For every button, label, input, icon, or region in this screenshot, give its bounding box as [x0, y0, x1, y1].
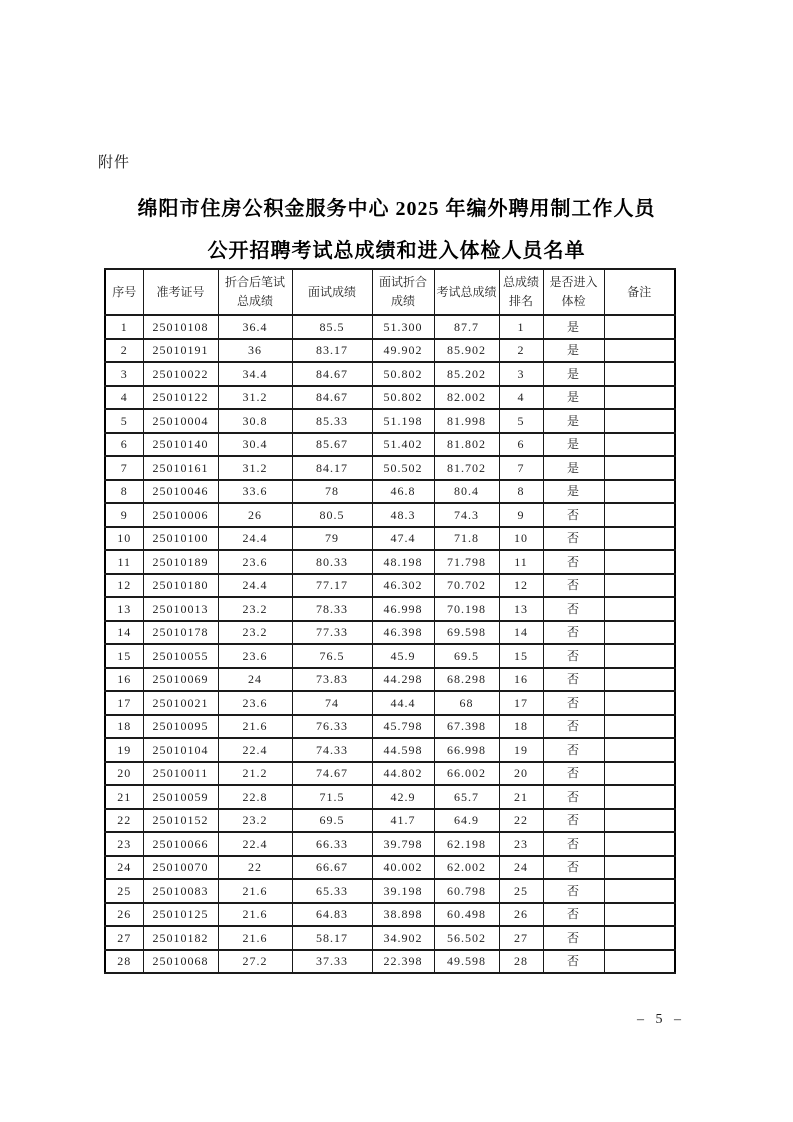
table-cell: 是 [543, 315, 604, 339]
table-cell: 31.2 [218, 386, 292, 410]
table-cell: 否 [543, 926, 604, 950]
table-cell: 85.33 [292, 409, 372, 433]
table-cell: 51.198 [372, 409, 434, 433]
table-cell: 46.398 [372, 621, 434, 645]
table-row [105, 832, 675, 856]
table-cell: 9 [105, 503, 143, 527]
score-table [104, 268, 676, 974]
table-cell: 15 [105, 644, 143, 668]
table-cell: 25010004 [143, 409, 218, 433]
table-cell: 25010100 [143, 527, 218, 551]
table-cell: 否 [543, 644, 604, 668]
table-cell: 23.2 [218, 621, 292, 645]
table-cell: 25010104 [143, 738, 218, 762]
table-cell [604, 644, 675, 668]
table-cell: 85.67 [292, 433, 372, 457]
table-cell: 是 [543, 362, 604, 386]
table-cell: 4 [105, 386, 143, 410]
table-cell: 25010046 [143, 480, 218, 504]
table-cell: 33.6 [218, 480, 292, 504]
table-cell: 25010125 [143, 903, 218, 927]
table-cell: 60.798 [434, 879, 499, 903]
table-row [105, 950, 675, 974]
table-row [105, 456, 675, 480]
table-cell: 73.83 [292, 668, 372, 692]
table-cell: 70.198 [434, 597, 499, 621]
table-cell: 23.2 [218, 809, 292, 833]
table-cell [604, 621, 675, 645]
table-cell: 24.4 [218, 574, 292, 598]
table-cell: 20 [499, 762, 543, 786]
table-cell: 30.4 [218, 433, 292, 457]
table-cell [604, 550, 675, 574]
table-row [105, 409, 675, 433]
table-cell [604, 456, 675, 480]
table-cell: 17 [105, 691, 143, 715]
table-cell: 65.33 [292, 879, 372, 903]
table-cell: 62.198 [434, 832, 499, 856]
table-cell: 16 [499, 668, 543, 692]
table-cell: 76.5 [292, 644, 372, 668]
table-cell: 21 [105, 785, 143, 809]
page-title-line-2: 公开招聘考试总成绩和进入体检人员名单 [207, 240, 586, 262]
table-cell: 50.502 [372, 456, 434, 480]
table-cell: 25010108 [143, 315, 218, 339]
table-cell: 是 [543, 433, 604, 457]
table-row [105, 856, 675, 880]
table-cell: 66.67 [292, 856, 372, 880]
table-cell: 25010178 [143, 621, 218, 645]
table-cell: 23.2 [218, 597, 292, 621]
table-cell [604, 809, 675, 833]
table-row [105, 903, 675, 927]
table-cell: 24 [499, 856, 543, 880]
table-cell: 21.6 [218, 715, 292, 739]
table-cell: 74 [292, 691, 372, 715]
table-cell: 14 [105, 621, 143, 645]
table-cell: 12 [499, 574, 543, 598]
table-cell [604, 926, 675, 950]
table-cell [604, 903, 675, 927]
table-cell: 47.4 [372, 527, 434, 551]
table-row [105, 621, 675, 645]
table-cell [604, 339, 675, 363]
table-cell: 22.398 [372, 950, 434, 974]
table-cell: 是 [543, 480, 604, 504]
table-cell: 18 [105, 715, 143, 739]
table-cell: 8 [105, 480, 143, 504]
table-cell: 否 [543, 691, 604, 715]
table-cell [604, 386, 675, 410]
table-cell: 27 [105, 926, 143, 950]
table-cell: 否 [543, 809, 604, 833]
table-cell: 28 [105, 950, 143, 974]
table-cell: 40.002 [372, 856, 434, 880]
table-cell: 23.6 [218, 550, 292, 574]
table-cell: 69.5 [434, 644, 499, 668]
table-cell: 24 [218, 668, 292, 692]
table-cell: 80.4 [434, 480, 499, 504]
table-cell: 81.702 [434, 456, 499, 480]
table-cell: 24 [105, 856, 143, 880]
table-row [105, 433, 675, 457]
table-cell: 25010095 [143, 715, 218, 739]
table-row [105, 315, 675, 339]
table-cell: 84.67 [292, 362, 372, 386]
table-cell: 6 [105, 433, 143, 457]
table-cell: 50.802 [372, 362, 434, 386]
table-cell [604, 856, 675, 880]
table-cell: 11 [499, 550, 543, 574]
table-cell [604, 738, 675, 762]
table-cell: 85.5 [292, 315, 372, 339]
table-cell: 否 [543, 574, 604, 598]
table-cell: 36.4 [218, 315, 292, 339]
table-cell: 25010055 [143, 644, 218, 668]
table-cell [604, 527, 675, 551]
table-cell: 否 [543, 715, 604, 739]
table-cell [604, 691, 675, 715]
table-cell: 12 [105, 574, 143, 598]
table-cell: 21.2 [218, 762, 292, 786]
table-row [105, 691, 675, 715]
table-cell: 46.8 [372, 480, 434, 504]
table-cell: 5 [499, 409, 543, 433]
table-cell [604, 715, 675, 739]
table-cell: 39.798 [372, 832, 434, 856]
table-cell: 37.33 [292, 950, 372, 974]
table-cell: 22 [499, 809, 543, 833]
table-cell: 30.8 [218, 409, 292, 433]
table-cell: 58.17 [292, 926, 372, 950]
table-cell: 否 [543, 550, 604, 574]
table-cell: 22 [218, 856, 292, 880]
table-row [105, 574, 675, 598]
table-cell: 67.398 [434, 715, 499, 739]
column-header-interview-score: 面试成绩 [292, 269, 372, 315]
table-cell: 18 [499, 715, 543, 739]
table-cell: 21.6 [218, 879, 292, 903]
table-cell: 11 [105, 550, 143, 574]
table-cell: 6 [499, 433, 543, 457]
table-cell [604, 879, 675, 903]
table-cell: 62.002 [434, 856, 499, 880]
table-cell [604, 832, 675, 856]
column-header-interview-converted: 面试折合成绩 [372, 269, 434, 315]
table-cell: 22.4 [218, 832, 292, 856]
table-cell: 78 [292, 480, 372, 504]
table-cell: 25010013 [143, 597, 218, 621]
table-cell: 82.002 [434, 386, 499, 410]
table-cell: 66.33 [292, 832, 372, 856]
column-header-remarks: 备注 [604, 269, 675, 315]
column-header-index: 序号 [105, 269, 143, 315]
table-cell: 31.2 [218, 456, 292, 480]
table-cell: 8 [499, 480, 543, 504]
table-cell: 69.5 [292, 809, 372, 833]
table-cell: 26 [105, 903, 143, 927]
table-cell: 21 [499, 785, 543, 809]
table-cell [604, 362, 675, 386]
table-cell: 25010022 [143, 362, 218, 386]
table-cell: 44.298 [372, 668, 434, 692]
table-cell: 46.998 [372, 597, 434, 621]
table-cell: 71.8 [434, 527, 499, 551]
table-cell: 80.33 [292, 550, 372, 574]
table-cell: 20 [105, 762, 143, 786]
table-cell [604, 950, 675, 974]
table-row [105, 480, 675, 504]
table-cell: 否 [543, 668, 604, 692]
table-cell [604, 597, 675, 621]
table-cell: 10 [499, 527, 543, 551]
table-cell [604, 480, 675, 504]
table-cell: 51.402 [372, 433, 434, 457]
table-cell [604, 785, 675, 809]
table-cell: 45.798 [372, 715, 434, 739]
table-cell: 46.302 [372, 574, 434, 598]
table-cell: 44.4 [372, 691, 434, 715]
table-row [105, 339, 675, 363]
table-cell: 否 [543, 785, 604, 809]
table-cell: 9 [499, 503, 543, 527]
table-cell: 22.4 [218, 738, 292, 762]
page-number: – 5 – [637, 1012, 685, 1027]
table-cell: 25010180 [143, 574, 218, 598]
table-cell: 60.498 [434, 903, 499, 927]
table-cell: 66.002 [434, 762, 499, 786]
table-cell: 23.6 [218, 691, 292, 715]
table-cell: 25010006 [143, 503, 218, 527]
table-cell: 是 [543, 386, 604, 410]
table-cell [604, 433, 675, 457]
table-cell: 15 [499, 644, 543, 668]
table-cell: 24.4 [218, 527, 292, 551]
table-cell: 25010161 [143, 456, 218, 480]
table-cell: 2 [105, 339, 143, 363]
table-cell: 26 [218, 503, 292, 527]
table-cell: 49.902 [372, 339, 434, 363]
table-cell: 77.17 [292, 574, 372, 598]
table-cell: 74.3 [434, 503, 499, 527]
table-cell: 2 [499, 339, 543, 363]
table-row [105, 762, 675, 786]
table-cell: 79 [292, 527, 372, 551]
table-cell: 25010068 [143, 950, 218, 974]
table-row [105, 503, 675, 527]
table-row [105, 785, 675, 809]
table-cell: 38.898 [372, 903, 434, 927]
table-cell: 74.67 [292, 762, 372, 786]
table-cell: 5 [105, 409, 143, 433]
table-cell: 56.502 [434, 926, 499, 950]
table-cell: 4 [499, 386, 543, 410]
table-cell: 25010140 [143, 433, 218, 457]
table-cell: 83.17 [292, 339, 372, 363]
table-cell: 否 [543, 738, 604, 762]
column-header-written-score: 折合后笔试总成绩 [218, 269, 292, 315]
table-cell: 78.33 [292, 597, 372, 621]
table-cell: 否 [543, 856, 604, 880]
table-cell: 36 [218, 339, 292, 363]
table-cell: 是 [543, 339, 604, 363]
table-cell: 否 [543, 879, 604, 903]
table-cell: 否 [543, 621, 604, 645]
table-cell: 25 [499, 879, 543, 903]
column-header-rank: 总成绩排名 [499, 269, 543, 315]
table-row [105, 386, 675, 410]
table-cell [604, 668, 675, 692]
table-row [105, 527, 675, 551]
table-cell: 23 [499, 832, 543, 856]
table-cell: 49.598 [434, 950, 499, 974]
table-cell [604, 409, 675, 433]
table-cell: 28 [499, 950, 543, 974]
table-cell: 80.5 [292, 503, 372, 527]
table-cell: 77.33 [292, 621, 372, 645]
table-cell: 27 [499, 926, 543, 950]
table-cell: 17 [499, 691, 543, 715]
table-cell: 71.5 [292, 785, 372, 809]
table-cell: 23 [105, 832, 143, 856]
table-cell: 22.8 [218, 785, 292, 809]
table-cell: 25010083 [143, 879, 218, 903]
table-cell: 87.7 [434, 315, 499, 339]
column-header-admission-number: 准考证号 [143, 269, 218, 315]
table-cell [604, 762, 675, 786]
table-cell: 34.4 [218, 362, 292, 386]
table-cell: 42.9 [372, 785, 434, 809]
table-row [105, 809, 675, 833]
table-cell: 64.9 [434, 809, 499, 833]
table-cell: 27.2 [218, 950, 292, 974]
table-cell: 否 [543, 762, 604, 786]
table-body [105, 315, 675, 973]
table-cell: 25010021 [143, 691, 218, 715]
table-cell: 25 [105, 879, 143, 903]
table-cell: 7 [105, 456, 143, 480]
table-cell: 否 [543, 597, 604, 621]
table-cell: 45.9 [372, 644, 434, 668]
table-row [105, 715, 675, 739]
table-cell: 48.3 [372, 503, 434, 527]
table-cell: 25010122 [143, 386, 218, 410]
table-cell: 64.83 [292, 903, 372, 927]
table-cell: 14 [499, 621, 543, 645]
table-cell: 19 [105, 738, 143, 762]
table-cell: 25010191 [143, 339, 218, 363]
table-cell: 25010182 [143, 926, 218, 950]
table-cell: 68.298 [434, 668, 499, 692]
table-cell: 19 [499, 738, 543, 762]
table-cell: 66.998 [434, 738, 499, 762]
table-cell: 84.17 [292, 456, 372, 480]
table-cell: 是 [543, 409, 604, 433]
table-cell: 25010070 [143, 856, 218, 880]
table-row [105, 362, 675, 386]
column-header-total-score: 考试总成绩 [434, 269, 499, 315]
column-header-medical-exam: 是否进入体检 [543, 269, 604, 315]
table-cell: 21.6 [218, 903, 292, 927]
table-row [105, 926, 675, 950]
table-cell: 50.802 [372, 386, 434, 410]
table-cell: 13 [499, 597, 543, 621]
table-cell: 71.798 [434, 550, 499, 574]
table-cell: 51.300 [372, 315, 434, 339]
table-cell: 25010066 [143, 832, 218, 856]
table-row [105, 738, 675, 762]
table-cell: 41.7 [372, 809, 434, 833]
table-cell: 70.702 [434, 574, 499, 598]
table-row [105, 879, 675, 903]
table-cell: 44.802 [372, 762, 434, 786]
table-cell: 85.202 [434, 362, 499, 386]
table-cell: 否 [543, 503, 604, 527]
table-cell: 1 [105, 315, 143, 339]
table-cell: 16 [105, 668, 143, 692]
table-cell: 68 [434, 691, 499, 715]
table-cell: 否 [543, 832, 604, 856]
table-cell: 3 [499, 362, 543, 386]
table-cell: 39.198 [372, 879, 434, 903]
table-cell: 21.6 [218, 926, 292, 950]
table-cell: 81.998 [434, 409, 499, 433]
table-cell: 81.802 [434, 433, 499, 457]
table-cell [604, 574, 675, 598]
table-cell: 25010069 [143, 668, 218, 692]
table-cell: 69.598 [434, 621, 499, 645]
table-cell: 26 [499, 903, 543, 927]
table-cell: 否 [543, 527, 604, 551]
attachment-label: 附件 [98, 154, 131, 171]
table-cell: 44.598 [372, 738, 434, 762]
table-cell: 84.67 [292, 386, 372, 410]
table-row [105, 668, 675, 692]
page-title-line-1: 绵阳市住房公积金服务中心 2025 年编外聘用制工作人员 [137, 198, 656, 220]
table-cell: 25010152 [143, 809, 218, 833]
table-row [105, 644, 675, 668]
table-cell: 7 [499, 456, 543, 480]
table-cell: 10 [105, 527, 143, 551]
table-cell: 22 [105, 809, 143, 833]
table-row [105, 597, 675, 621]
table-cell: 65.7 [434, 785, 499, 809]
table-cell [604, 503, 675, 527]
table-cell: 是 [543, 456, 604, 480]
table-cell: 3 [105, 362, 143, 386]
table-cell: 13 [105, 597, 143, 621]
table-cell: 25010059 [143, 785, 218, 809]
table-cell: 23.6 [218, 644, 292, 668]
table-cell: 85.902 [434, 339, 499, 363]
table-header-row [105, 269, 675, 315]
table-cell: 34.902 [372, 926, 434, 950]
table-cell: 48.198 [372, 550, 434, 574]
table-cell: 否 [543, 950, 604, 974]
table-row [105, 550, 675, 574]
table-cell: 否 [543, 903, 604, 927]
table-cell: 25010011 [143, 762, 218, 786]
table-cell [604, 315, 675, 339]
table-cell: 25010189 [143, 550, 218, 574]
table-cell: 1 [499, 315, 543, 339]
table-cell: 74.33 [292, 738, 372, 762]
table-cell: 76.33 [292, 715, 372, 739]
